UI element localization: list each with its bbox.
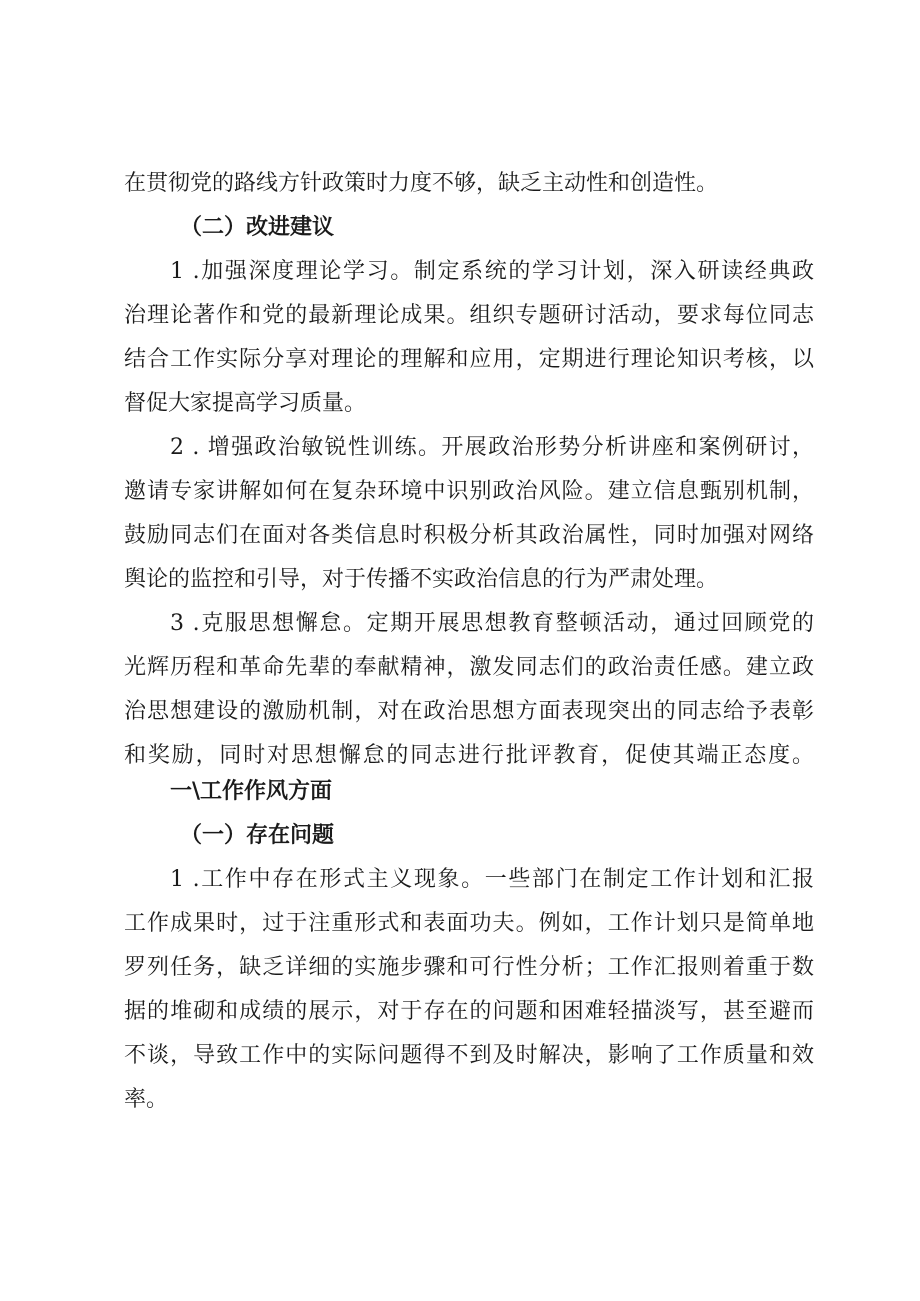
section-heading: （二）改进建议 xyxy=(180,215,335,240)
paragraph-line: 不谈，导致工作中的实际问题得不到及时解决，影响了工作质量和效 xyxy=(124,1043,814,1068)
section-heading: （一）存在问题 xyxy=(180,823,335,848)
paragraph-line: 治思想建设的激励机制，对在政治思想方面表现突出的同志给予表彰 xyxy=(124,699,814,724)
paragraph-line: 邀请专家讲解如何在复杂环境中识别政治风险。建立信息甄别机制， xyxy=(124,479,814,504)
paragraph-line: 鼓励同志们在面对各类信息时积极分析其政治属性，同时加强对网络 xyxy=(124,523,814,548)
paragraph-line: 率。 xyxy=(124,1087,169,1112)
paragraph-line: 3 .克服思想懈怠。定期开展思想教育整顿活动，通过回顾党的 xyxy=(170,611,814,636)
paragraph-line: 罗列任务，缺乏详细的实施步骤和可行性分析；工作汇报则着重于数 xyxy=(124,955,814,980)
paragraph-line: 工作成果时，过于注重形式和表面功夫。例如，工作计划只是简单地 xyxy=(124,911,814,936)
chapter-heading: 一\工作作风方面 xyxy=(170,779,333,804)
paragraph-line: 治理论著作和党的最新理论成果。组织专题研讨活动，要求每位同志 xyxy=(124,303,814,328)
paragraph-line: 据的堆砌和成绩的展示，对于存在的问题和困难轻描淡写，甚至避而 xyxy=(124,999,814,1024)
paragraph-line: 1 .加强深度理论学习。制定系统的学习计划，深入研读经典政 xyxy=(170,259,814,284)
paragraph-line: 督促大家提高学习质量。 xyxy=(124,391,367,416)
paragraph-line: 光辉历程和革命先辈的奉献精神，激发同志们的政治责任感。建立政 xyxy=(124,655,814,680)
paragraph-line: 舆论的监控和引导，对于传播不实政治信息的行为严肃处理。 xyxy=(124,567,719,592)
paragraph-line: 在贯彻党的路线方针政策时力度不够，缺乏主动性和创造性。 xyxy=(124,171,719,196)
paragraph-line: 2 . 增强政治敏锐性训练。开展政治形势分析讲座和案例研讨， xyxy=(170,435,814,460)
paragraph-line: 和奖励，同时对思想懈怠的同志进行批评教育，促使其端正态度。 xyxy=(124,743,814,768)
paragraph-line: 1 .工作中存在形式主义现象。一些部门在制定工作计划和汇报 xyxy=(170,867,814,892)
paragraph-line: 结合工作实际分享对理论的理解和应用，定期进行理论知识考核，以 xyxy=(124,347,814,372)
